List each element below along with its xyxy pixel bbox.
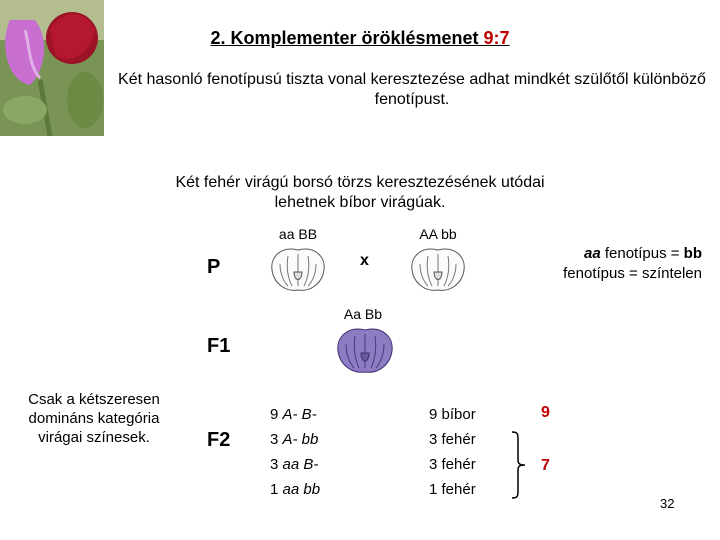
f2-genotype: A- bb xyxy=(282,431,319,448)
note-text: Csak a kétszeresen domináns kategória virágai színesek. xyxy=(28,391,160,446)
f2-genotype: A- B- xyxy=(282,406,317,423)
f2-count: 3 xyxy=(270,456,283,473)
purple-flower-graphic xyxy=(334,324,396,376)
bracket-graphic xyxy=(508,430,528,500)
f2-genotype-row xyxy=(270,477,380,502)
f2-phenotype: 3 fehér xyxy=(429,431,476,448)
title-ratio: 9:7 xyxy=(483,28,510,48)
cross-description: Két fehér virágú borsó törzs keresztezésének utódai lehetnek bíbor virágúak. xyxy=(175,174,545,211)
intro-text: Két hasonló fenotípusú tiszta vonal keresztezése adhat mindkét szülőtől különböző fenotípust. xyxy=(118,71,706,108)
f2-genotype-row xyxy=(270,402,380,427)
legend-line-2: fenotípus = színtelen xyxy=(563,265,702,282)
phenotype-legend xyxy=(522,244,702,284)
flower-photo-graphic xyxy=(0,0,104,136)
f2-genotype-list xyxy=(270,402,380,502)
title-text: 2. Komplementer öröklésmenet xyxy=(210,28,479,48)
f1-genotype: Aa Bb xyxy=(343,306,383,322)
f2-count: 3 xyxy=(270,431,283,448)
white-group-bracket xyxy=(508,430,528,505)
parent-right-genotype: AA bb xyxy=(419,226,457,242)
cross-symbol: x xyxy=(360,252,369,269)
generation-p-label: P xyxy=(207,256,221,278)
legend-line-1-rest: fenotípus = xyxy=(600,245,684,262)
purple-flower xyxy=(334,324,396,381)
flower-photo xyxy=(0,0,104,136)
f2-genotype-row xyxy=(270,427,380,452)
f2-phenotype: 3 fehér xyxy=(429,456,476,473)
f2-phenotype-list xyxy=(429,402,519,502)
parent-left-genotype: aa BB xyxy=(278,226,318,242)
page-number: 32 xyxy=(660,496,675,511)
page-title xyxy=(0,28,720,49)
white-flower-left xyxy=(268,244,328,299)
f2-phenotype: 1 fehér xyxy=(429,481,476,498)
f2-genotype-row xyxy=(270,452,380,477)
ratio-colored: 9 xyxy=(541,404,550,421)
legend-bb: bb xyxy=(683,245,702,262)
white-flower-left-graphic xyxy=(268,244,328,294)
ratio-white: 7 xyxy=(541,457,550,474)
f2-phenotype: 9 bíbor xyxy=(429,406,476,423)
f2-count: 1 xyxy=(270,481,283,498)
generation-f1-label: F1 xyxy=(207,335,231,357)
generation-f2-label: F2 xyxy=(207,429,231,451)
f2-genotype: aa B- xyxy=(282,456,319,473)
f2-genotype: aa bb xyxy=(282,481,321,498)
legend-line-1 xyxy=(522,244,702,264)
white-flower-right xyxy=(408,244,468,299)
white-flower-right-graphic xyxy=(408,244,468,294)
legend-aa: aa xyxy=(584,245,601,262)
f2-count: 9 xyxy=(270,406,283,423)
